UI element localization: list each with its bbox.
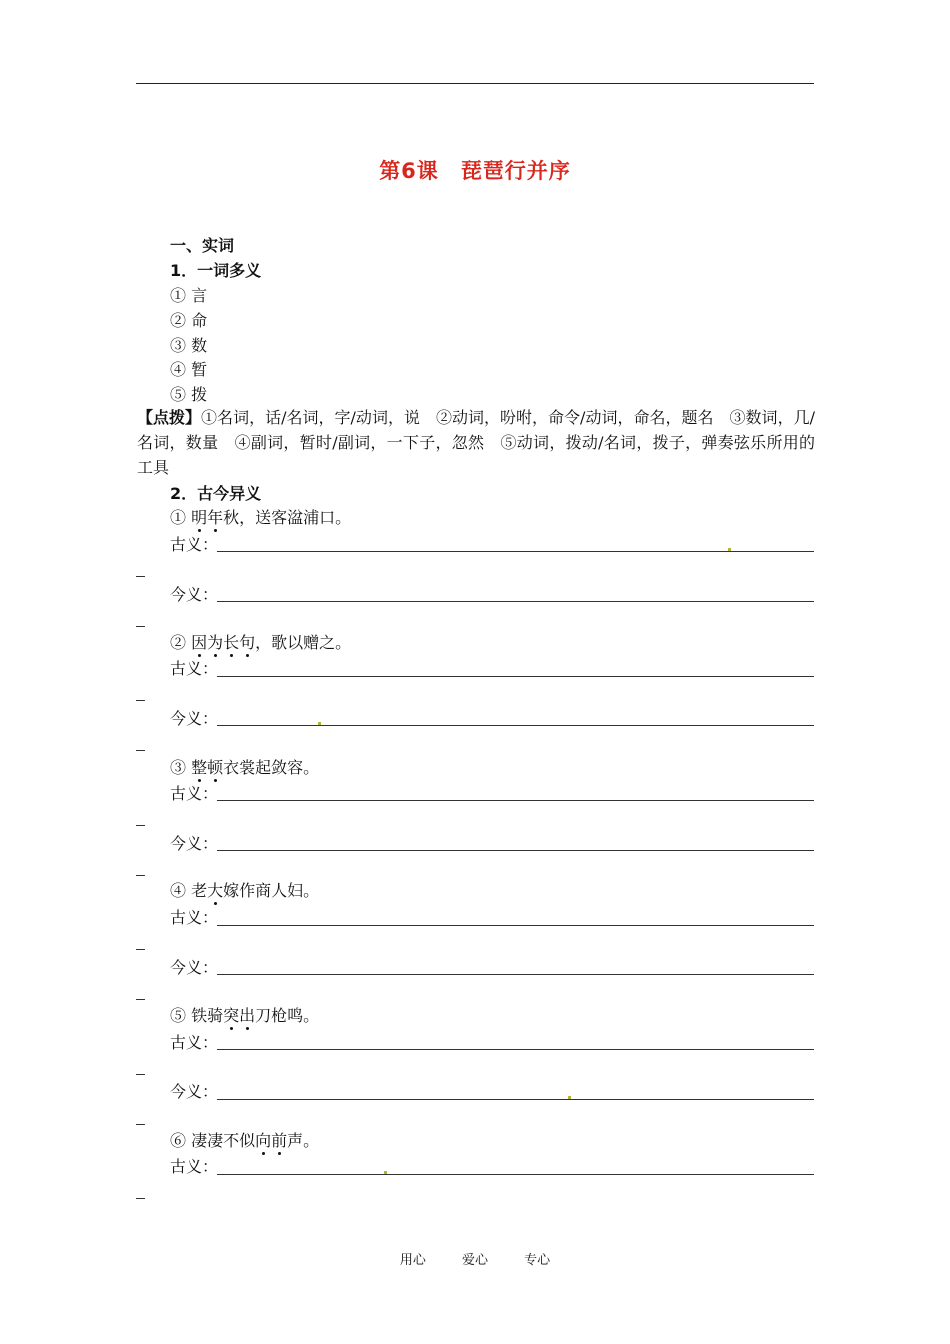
ancient-meaning-label: 古义： [170,908,219,927]
wrap-dash [136,1198,145,1199]
emphasized-char: 大 [207,881,224,900]
emphasized-char: 年 [207,508,224,527]
emphasized-char: 明 [191,508,208,527]
page-title [0,155,950,185]
page-footer [0,1249,950,1268]
polysemy-item: ⑤ 拨 [170,385,208,404]
modern-meaning-label: 今义： [170,834,219,853]
ancient-meaning-blank[interactable] [217,800,814,801]
sentence-number: ⑤ [170,1006,187,1025]
emphasized-char: 整 [191,758,208,777]
sentence-number: ④ [170,881,187,900]
modern-meaning-label: 今义： [170,585,219,604]
subheading-polysemy: 1．一词多义 [170,261,262,280]
wrap-dash [136,1074,145,1075]
emphasized-char: 顿 [207,758,224,777]
wrap-dash [136,700,145,701]
wrap-dash [136,576,145,577]
ancient-meaning-label: 古义： [170,535,219,554]
emphasized-char: 出 [239,1006,256,1025]
sentence-number: ③ [170,758,187,777]
emphasized-words [223,1006,255,1025]
wrap-dash [136,949,145,950]
ancient-meaning-blank[interactable] [217,1049,814,1050]
wrap-dash [136,626,145,627]
sentence-number: ⑥ [170,1131,187,1150]
wrap-dash [136,825,145,826]
ancient-meaning-blank[interactable] [217,1174,814,1175]
footer-motto: 用心 [399,1253,426,1268]
footer-motto: 爱心 [461,1253,488,1268]
scan-speck [568,1096,571,1099]
modern-meaning-blank[interactable] [217,974,814,975]
sentence-6: ⑥ 凄凄不似向前声。 [170,1131,320,1150]
hint-paragraph [137,405,815,480]
sentence-number: ② [170,633,187,652]
header-rule [136,83,814,84]
ancient-meaning-blank[interactable] [217,676,814,677]
ancient-meaning-blank[interactable] [217,925,814,926]
emphasized-char: 突 [223,1006,240,1025]
ancient-meaning-label: 古义： [170,659,219,678]
wrap-dash [136,1124,145,1125]
lesson-name: 琵琶行并序 [460,159,571,183]
emphasized-char: 为 [207,633,224,652]
polysemy-item: ① 言 [170,286,208,305]
sentence-number: ① [170,508,187,527]
modern-meaning-blank[interactable] [217,1099,814,1100]
scan-speck [728,548,731,551]
scan-speck [318,722,321,725]
modern-meaning-label: 今义： [170,709,219,728]
section-heading-shici: 一、实词 [170,236,235,255]
polysemy-item: ③ 数 [170,336,208,355]
emphasized-words [191,758,223,777]
modern-meaning-label: 今义： [170,958,219,977]
ancient-meaning-label: 古义： [170,1157,219,1176]
scan-speck [384,1171,387,1174]
subheading-gujin: 2．古今异义 [170,484,262,503]
sentence-3: ③ 整顿衣裳起敛容。 [170,758,320,777]
modern-meaning-blank[interactable] [217,725,814,726]
hint-tag: 【点拨】 [137,408,202,427]
emphasized-char: 因 [191,633,208,652]
emphasized-char: 长 [223,633,240,652]
sentence-4: ④ 老大嫁作商人妇。 [170,881,320,900]
modern-meaning-blank[interactable] [217,850,814,851]
emphasized-char: 向 [255,1131,272,1150]
emphasized-words [191,633,255,652]
wrap-dash [136,750,145,751]
ancient-meaning-label: 古义： [170,1033,219,1052]
emphasized-char: 前 [271,1131,288,1150]
sentence-5: ⑤ 铁骑突出刀枪鸣。 [170,1006,320,1025]
polysemy-item: ② 命 [170,311,208,330]
emphasized-words [191,508,223,527]
wrap-dash [136,999,145,1000]
emphasized-char: 句 [239,633,256,652]
polysemy-item: ④ 暂 [170,360,208,379]
lesson-number: 第6课 [379,159,439,183]
ancient-meaning-label: 古义： [170,784,219,803]
modern-meaning-blank[interactable] [217,601,814,602]
ancient-meaning-blank[interactable] [217,551,814,552]
sentence-1: ① 明年秋，送客湓浦口。 [170,508,352,527]
hint-text: ①名词，话/名词，字/动词，说 ②动词，吩咐，命令/动词，命名，题名 ③数词，几/名词，数量 ④副词，暂时/副词，一下子，忽然 ⑤动词，拨动/名词，拨子，弹奏弦乐所用的工具 [137,408,815,477]
sentence-2: ② 因为长句，歌以赠之。 [170,633,352,652]
emphasized-words [207,881,223,900]
wrap-dash [136,875,145,876]
footer-motto: 专心 [524,1253,551,1268]
emphasized-words [255,1131,287,1150]
modern-meaning-label: 今义： [170,1082,219,1101]
